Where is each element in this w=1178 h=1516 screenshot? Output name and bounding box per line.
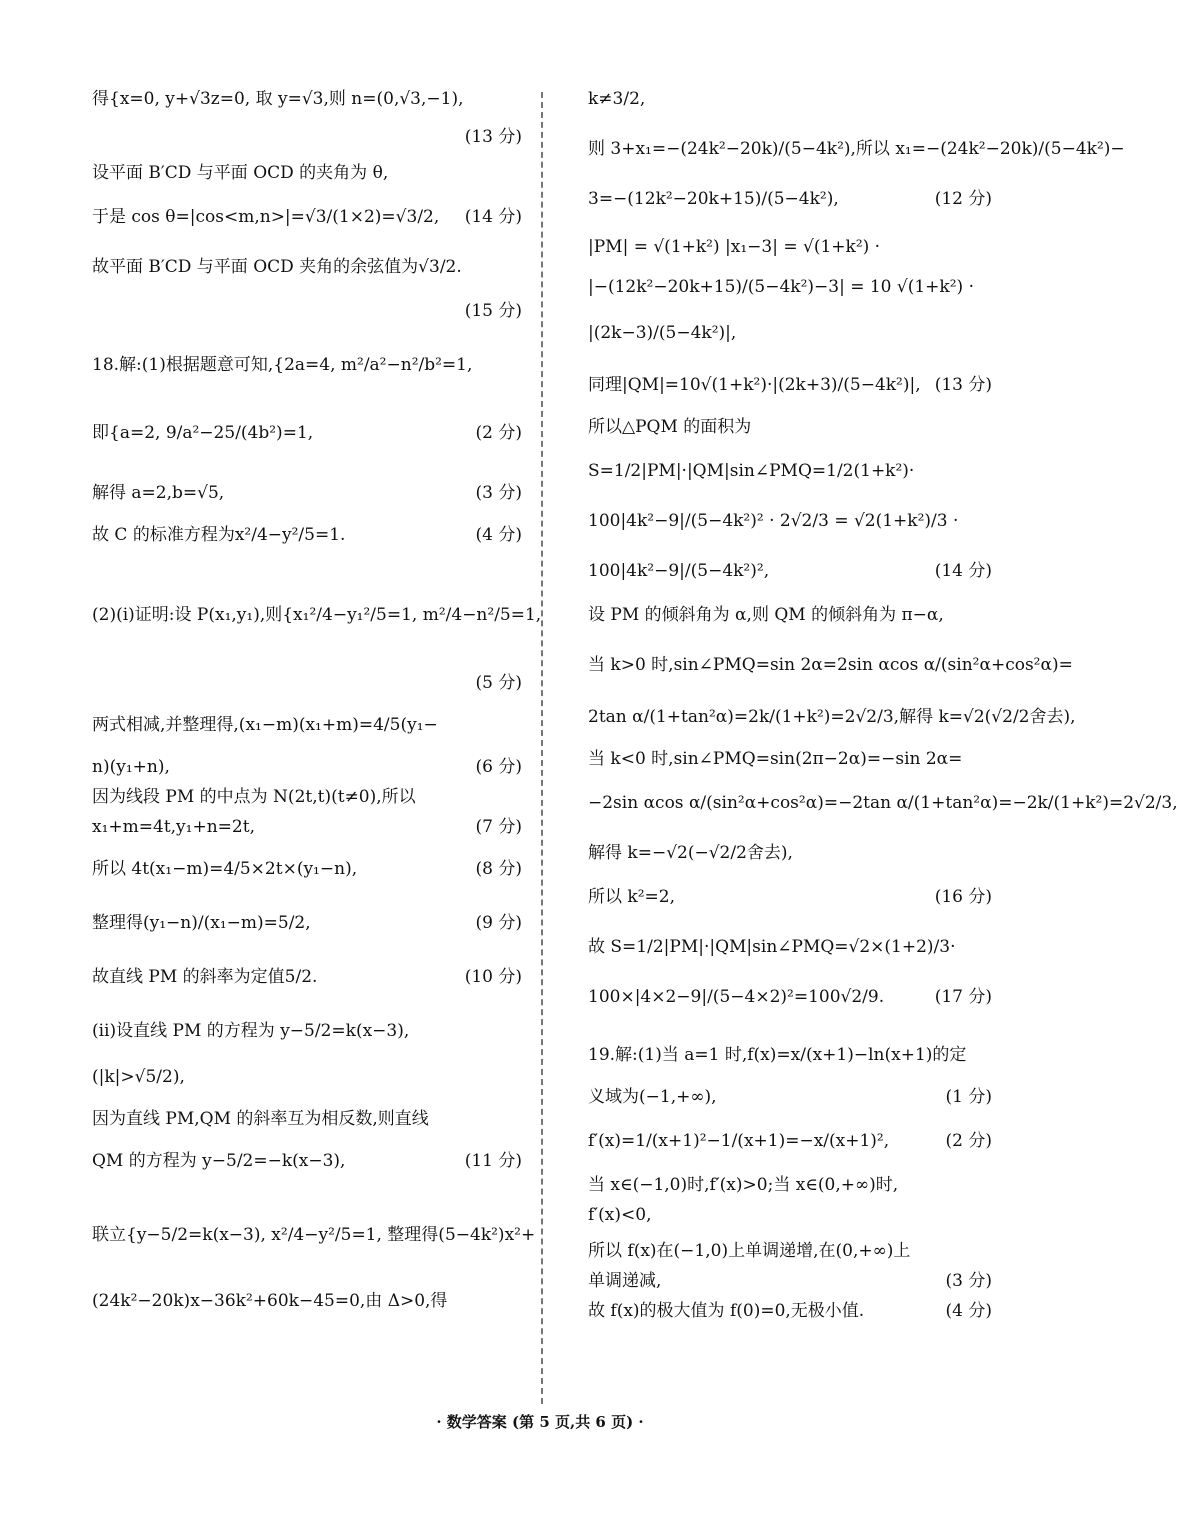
- solution-text: 故平面 B′CD 与平面 OCD 夹角的余弦值为√3/2.: [92, 257, 462, 277]
- solution-text: 100×|4×2−9|/(5−4×2)²=100√2/9.: [588, 987, 885, 1007]
- solution-line: [588, 1174, 992, 1196]
- score-mark: (5 分): [475, 673, 522, 693]
- solution-line: [588, 936, 992, 958]
- solution-text: 故 f(x)的极大值为 f(0)=0,无极小值.: [588, 1301, 865, 1321]
- solution-line: [588, 986, 992, 1008]
- solution-line: [588, 706, 1076, 728]
- right-column: [588, 88, 1178, 1322]
- solution-line: [92, 1224, 536, 1246]
- solution-text: 当 k>0 时,sin∠PMQ=sin 2α=2sin αcos α/(sin²α+cos²α)=: [588, 655, 1073, 675]
- solution-text: (24k²−20k)x−36k²+60k−45=0,由 Δ>0,得: [92, 1291, 448, 1311]
- solution-text: n)(y₁+n),: [92, 757, 170, 777]
- solution-line: [588, 416, 992, 438]
- solution-line: [92, 786, 522, 808]
- solution-text: 同理|QM|=10√(1+k²)·|(2k+3)/(5−4k²)|,: [588, 375, 921, 395]
- solution-text: 所以 f(x)在(−1,0)上单调递增,在(0,+∞)上: [588, 1241, 911, 1261]
- solution-text: 100|4k²−9|/(5−4k²)²,: [588, 561, 770, 581]
- score-mark: (10 分): [464, 967, 522, 987]
- solution-line: [588, 88, 992, 110]
- score-mark: (14 分): [464, 207, 522, 227]
- solution-line: [588, 322, 992, 344]
- solution-line: [588, 374, 992, 396]
- solution-line: [92, 858, 522, 880]
- solution-line: [92, 1290, 522, 1312]
- solution-line: [588, 886, 992, 908]
- solution-line: [92, 422, 522, 444]
- solution-text: 故 C 的标准方程为x²/4−y²/5=1.: [92, 525, 346, 545]
- solution-text: 故 S=1/2|PM|·|QM|sin∠PMQ=√2×(1+2)/3·: [588, 937, 956, 957]
- solution-text: (|k|>√5/2),: [92, 1067, 185, 1087]
- solution-line: [588, 138, 1125, 160]
- solution-line: [92, 1066, 522, 1088]
- solution-text: (ⅱ)设直线 PM 的方程为 y−5/2=k(x−3),: [92, 1021, 410, 1041]
- solution-text: |PM| = √(1+k²) |x₁−3| = √(1+k²) ·: [588, 237, 881, 257]
- solution-line: [588, 460, 992, 482]
- score-mark: (7 分): [475, 817, 522, 837]
- solution-line: [588, 654, 1073, 676]
- score-mark: (8 分): [475, 859, 522, 879]
- solution-text: f′(x)=1/(x+1)²−1/(x+1)=−x/(x+1)²,: [588, 1131, 890, 1151]
- score-mark: (9 分): [475, 913, 522, 933]
- solution-line: [92, 354, 522, 376]
- solution-text: 因为线段 PM 的中点为 N(2t,t)(t≠0),所以: [92, 787, 416, 807]
- score-mark: (15 分): [464, 301, 522, 321]
- solution-line: [92, 524, 522, 546]
- solution-line: [588, 604, 992, 626]
- solution-text: 所以 k²=2,: [588, 887, 675, 907]
- solution-text: 两式相减,并整理得,(x₁−m)(x₁+m)=4/5(y₁−: [92, 715, 438, 735]
- solution-line: [92, 714, 522, 736]
- solution-line: [588, 510, 992, 532]
- score-mark: (4 分): [475, 525, 522, 545]
- solution-text: 设 PM 的倾斜角为 α,则 QM 的倾斜角为 π−α,: [588, 605, 944, 625]
- solution-text: 解得 a=2,b=√5,: [92, 483, 225, 503]
- solution-line: [588, 188, 992, 210]
- page-footer: · 数学答案 (第 5 页,共 6 页) ·: [436, 1413, 644, 1431]
- solution-text: 19.解:(1)当 a=1 时,f(x)=x/(x+1)−ln(x+1)的定: [588, 1045, 967, 1065]
- solution-text: 于是 cos θ=|cos<m,n>|=√3/(1×2)=√3/2,: [92, 207, 440, 227]
- solution-line: [588, 236, 992, 258]
- solution-line: [92, 1108, 522, 1130]
- score-mark: (6 分): [475, 757, 522, 777]
- solution-text: 所以 4t(x₁−m)=4/5×2t×(y₁−n),: [92, 859, 358, 879]
- column-divider: [541, 92, 543, 1404]
- solution-line: [588, 842, 992, 864]
- solution-text: |−(12k²−20k+15)/(5−4k²)−3| = 10 √(1+k²) ·: [588, 277, 974, 297]
- solution-line: [588, 748, 992, 770]
- solution-line: [92, 256, 522, 278]
- score-mark: (4 分): [945, 1301, 992, 1321]
- score-mark: (2 分): [945, 1131, 992, 1151]
- solution-text: 整理得(y₁−n)/(x₁−m)=5/2,: [92, 913, 311, 933]
- solution-line: [92, 816, 522, 838]
- solution-text: f′(x)<0,: [588, 1205, 652, 1225]
- solution-text: 得{x=0, y+√3z=0, 取 y=√3,则 n=(0,√3,−1),: [92, 89, 464, 109]
- solution-line: [92, 604, 542, 626]
- score-mark: (14 分): [934, 561, 992, 581]
- left-column: [92, 88, 542, 1312]
- solution-line: [92, 206, 522, 228]
- solution-text: −2sin αcos α/(sin²α+cos²α)=−2tan α/(1+tan²α)=−2k/(1+k²)=2√2/3,: [588, 793, 1178, 813]
- solution-line: [92, 966, 522, 988]
- solution-text: k≠3/2,: [588, 89, 646, 109]
- solution-line: [92, 668, 522, 693]
- solution-line: [92, 162, 522, 184]
- solution-text: 故直线 PM 的斜率为定值5/2.: [92, 967, 318, 987]
- solution-text: S=1/2|PM|·|QM|sin∠PMQ=1/2(1+k²)·: [588, 461, 915, 481]
- solution-line: [588, 1044, 992, 1066]
- score-mark: (17 分): [934, 987, 992, 1007]
- solution-line: [92, 482, 522, 504]
- solution-text: 18.解:(1)根据题意可知,{2a=4, m²/a²−n²/b²=1,: [92, 355, 473, 375]
- solution-line: [92, 912, 522, 934]
- solution-text: 单调递减,: [588, 1271, 662, 1291]
- score-mark: (16 分): [934, 887, 992, 907]
- solution-text: 设平面 B′CD 与平面 OCD 的夹角为 θ,: [92, 163, 389, 183]
- score-mark: (1 分): [945, 1087, 992, 1107]
- solution-line: [588, 1300, 992, 1322]
- solution-text: 因为直线 PM,QM 的斜率互为相反数,则直线: [92, 1109, 429, 1129]
- score-mark: (3 分): [945, 1271, 992, 1291]
- score-mark: (13 分): [464, 127, 522, 147]
- solution-text: QM 的方程为 y−5/2=−k(x−3),: [92, 1151, 346, 1171]
- score-mark: (11 分): [464, 1151, 522, 1171]
- solution-line: [588, 1204, 992, 1226]
- solution-line: [588, 792, 1178, 814]
- solution-line: [92, 296, 522, 321]
- solution-line: [92, 122, 522, 147]
- solution-text: 所以△PQM 的面积为: [588, 417, 752, 437]
- solution-text: x₁+m=4t,y₁+n=2t,: [92, 817, 255, 837]
- score-mark: (2 分): [475, 423, 522, 443]
- solution-line: [588, 1240, 992, 1262]
- solution-text: 100|4k²−9|/(5−4k²)² · 2√2/3 = √2(1+k²)/3 ·: [588, 511, 959, 531]
- score-mark: (13 分): [934, 375, 992, 395]
- solution-line: [588, 560, 992, 582]
- solution-text: 则 3+x₁=−(24k²−20k)/(5−4k²),所以 x₁=−(24k²−20k)/(5−4k²)−: [588, 139, 1125, 159]
- solution-line: [92, 88, 522, 110]
- solution-text: |(2k−3)/(5−4k²)|,: [588, 323, 737, 343]
- solution-text: 3=−(12k²−20k+15)/(5−4k²),: [588, 189, 839, 209]
- solution-line: [92, 1150, 522, 1172]
- solution-text: (2)(ⅰ)证明:设 P(x₁,y₁),则{x₁²/4−y₁²/5=1, m²/4−n²/5=1,: [92, 605, 542, 625]
- solution-line: [92, 756, 522, 778]
- solution-text: 2tan α/(1+tan²α)=2k/(1+k²)=2√2/3,解得 k=√2(√2/2舍去),: [588, 707, 1076, 727]
- solution-line: [588, 276, 992, 298]
- solution-text: 当 x∈(−1,0)时,f′(x)>0;当 x∈(0,+∞)时,: [588, 1175, 899, 1195]
- solution-text: 解得 k=−√2(−√2/2舍去),: [588, 843, 793, 863]
- solution-line: [588, 1130, 992, 1152]
- solution-text: 即{a=2, 9/a²−25/(4b²)=1,: [92, 423, 314, 443]
- solution-line: [588, 1270, 992, 1292]
- solution-text: 联立{y−5/2=k(x−3), x²/4−y²/5=1, 整理得(5−4k²)x²+: [92, 1225, 536, 1245]
- solution-line: [588, 1086, 992, 1108]
- solution-text: 当 k<0 时,sin∠PMQ=sin(2π−2α)=−sin 2α=: [588, 749, 963, 769]
- score-mark: (3 分): [475, 483, 522, 503]
- score-mark: (12 分): [934, 189, 992, 209]
- solution-line: [92, 1020, 522, 1042]
- solution-text: 义域为(−1,+∞),: [588, 1087, 717, 1107]
